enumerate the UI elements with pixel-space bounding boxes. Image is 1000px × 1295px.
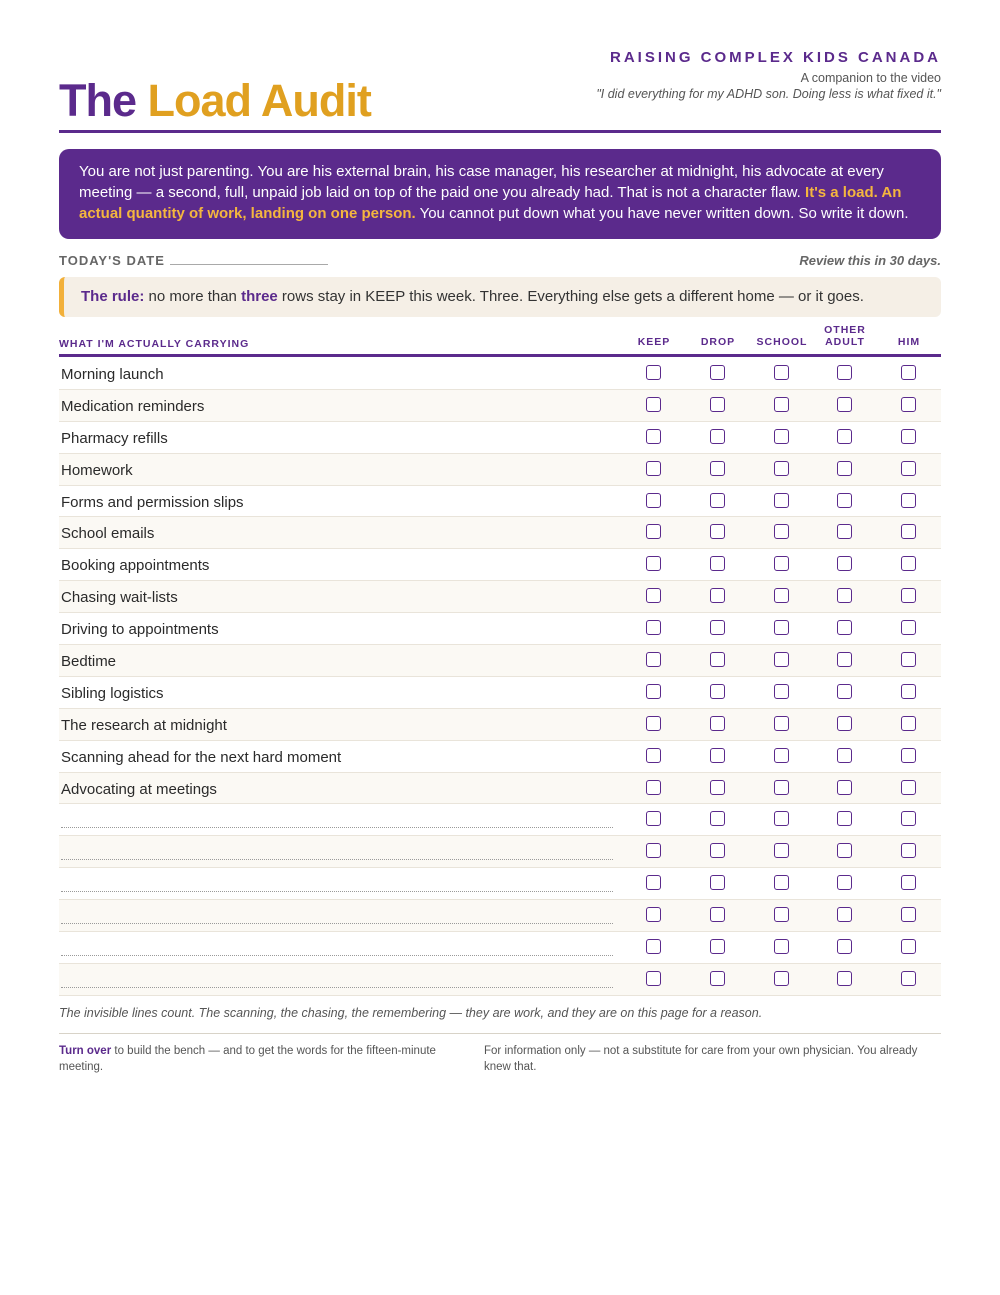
checkbox-other-adult[interactable] <box>837 684 852 699</box>
table-row <box>59 422 941 454</box>
checkbox-drop[interactable] <box>710 588 725 603</box>
checkbox-drop[interactable] <box>710 429 725 444</box>
task-label: The research at midnight <box>61 716 227 734</box>
checkbox-school[interactable] <box>774 939 789 954</box>
checkbox-drop[interactable] <box>710 524 725 539</box>
task-label: Homework <box>61 461 133 479</box>
checkbox-other-adult[interactable] <box>837 365 852 380</box>
table-row <box>59 868 941 900</box>
checkbox-school[interactable] <box>774 429 789 444</box>
table-row <box>59 804 941 836</box>
intro-text-1: You are not just parenting. You are his external brain, his case manager, his researcher at midnight, his advocate at every meeting — a second, full, unpaid job laid on top of the paid one you already had. That is not a character flaw. <box>79 163 884 201</box>
checkbox-drop[interactable] <box>710 716 725 731</box>
checkbox-keep[interactable] <box>646 843 661 858</box>
table-header <box>59 324 941 357</box>
footer-disclaimer: For information only — not a substitute for care from your own physician. You already knew that. <box>484 1045 918 1073</box>
header-divider <box>59 130 941 133</box>
checkbox-drop[interactable] <box>710 971 725 986</box>
checkbox-drop[interactable] <box>710 907 725 922</box>
checkbox-school[interactable] <box>774 620 789 635</box>
footer-left <box>59 1043 454 1075</box>
title-part1: The <box>59 75 137 126</box>
checkbox-keep[interactable] <box>646 748 661 763</box>
checkbox-drop[interactable] <box>710 939 725 954</box>
task-label: Scanning ahead for the next hard moment <box>61 748 342 766</box>
checkbox-school[interactable] <box>774 748 789 763</box>
checkbox-keep[interactable] <box>646 684 661 699</box>
table-row <box>59 677 941 709</box>
task-label: Driving to appointments <box>61 621 219 639</box>
task-column-header: WHAT I'M ACTUALLY CARRYING <box>59 338 250 350</box>
checkbox-other-adult[interactable] <box>837 429 852 444</box>
column-header-drop: DROP <box>700 336 736 348</box>
checkbox-drop[interactable] <box>710 780 725 795</box>
task-label: Morning launch <box>61 366 164 383</box>
checkbox-school[interactable] <box>774 461 789 476</box>
checkbox-keep[interactable] <box>646 397 661 412</box>
checkbox-him[interactable] <box>901 971 916 986</box>
checkbox-drop[interactable] <box>710 652 725 667</box>
checkbox-school[interactable] <box>774 588 789 603</box>
task-label: Pharmacy refills <box>61 429 168 447</box>
rule-text-1: no more than <box>144 288 242 305</box>
blank-write-line[interactable] <box>61 987 613 988</box>
checkbox-other-adult[interactable] <box>837 939 852 954</box>
video-quote: "I did everything for my ADHD son. Doing less is what fixed it." <box>596 87 941 101</box>
checkbox-other-adult[interactable] <box>837 556 852 571</box>
checkbox-keep[interactable] <box>646 429 661 444</box>
checkbox-other-adult[interactable] <box>837 780 852 795</box>
blank-write-line[interactable] <box>61 859 613 860</box>
checkbox-other-adult[interactable] <box>837 461 852 476</box>
checkbox-him[interactable] <box>901 652 916 667</box>
date-label: TODAY'S DATE <box>59 253 165 268</box>
checkbox-keep[interactable] <box>646 588 661 603</box>
checkbox-other-adult[interactable] <box>837 652 852 667</box>
checkbox-school[interactable] <box>774 716 789 731</box>
checkbox-him[interactable] <box>901 780 916 795</box>
checkbox-him[interactable] <box>901 397 916 412</box>
checkbox-drop[interactable] <box>710 811 725 826</box>
table-row <box>59 549 941 581</box>
checkbox-other-adult[interactable] <box>837 716 852 731</box>
checkbox-other-adult[interactable] <box>837 811 852 826</box>
checkbox-keep[interactable] <box>646 620 661 635</box>
checkbox-keep[interactable] <box>646 875 661 890</box>
table-row <box>59 773 941 805</box>
checkbox-keep[interactable] <box>646 907 661 922</box>
intro-box <box>59 149 941 239</box>
checkbox-drop[interactable] <box>710 843 725 858</box>
table-row <box>59 932 941 964</box>
task-label: Sibling logistics <box>61 684 164 702</box>
table-row <box>59 836 941 868</box>
task-label: Forms and permission slips <box>61 493 244 511</box>
checkbox-drop[interactable] <box>710 397 725 412</box>
checkbox-drop[interactable] <box>710 556 725 571</box>
task-label: Booking appointments <box>61 557 210 575</box>
checkbox-him[interactable] <box>901 684 916 699</box>
table-row <box>59 741 941 773</box>
column-header-other-adult: OTHER ADULT <box>824 324 866 348</box>
checkbox-other-adult[interactable] <box>837 748 852 763</box>
rule-text-2: rows stay in KEEP this week. Three. Everything else gets a different home — or it goes. <box>277 288 864 305</box>
checkbox-other-adult[interactable] <box>837 493 852 508</box>
checkbox-him[interactable] <box>901 556 916 571</box>
blank-write-line[interactable] <box>61 923 613 924</box>
checkbox-him[interactable] <box>901 939 916 954</box>
checkbox-school[interactable] <box>774 811 789 826</box>
review-note: Review this in 30 days. <box>799 253 941 268</box>
checkbox-keep[interactable] <box>646 461 661 476</box>
checkbox-him[interactable] <box>901 588 916 603</box>
checkbox-drop[interactable] <box>710 875 725 890</box>
checkbox-school[interactable] <box>774 652 789 667</box>
task-label: Bedtime <box>61 653 117 671</box>
checkbox-school[interactable] <box>774 684 789 699</box>
brand-subtitle: A companion to the video <box>800 71 941 85</box>
checkbox-other-adult[interactable] <box>837 843 852 858</box>
checkbox-him[interactable] <box>901 493 916 508</box>
checkbox-school[interactable] <box>774 493 789 508</box>
brand-header <box>521 49 941 103</box>
blank-write-line[interactable] <box>61 891 613 892</box>
checkbox-keep[interactable] <box>646 493 661 508</box>
checkbox-drop[interactable] <box>710 365 725 380</box>
table-row <box>59 613 941 645</box>
checkbox-him[interactable] <box>901 875 916 890</box>
checkbox-school[interactable] <box>774 780 789 795</box>
checkbox-school[interactable] <box>774 556 789 571</box>
intro-text-2: You cannot put down what you have never written down. So write it down. <box>415 205 909 222</box>
table-row <box>59 358 941 390</box>
checkbox-school[interactable] <box>774 365 789 380</box>
footer-divider <box>59 1033 941 1034</box>
checkbox-other-adult[interactable] <box>837 907 852 922</box>
checkbox-keep[interactable] <box>646 939 661 954</box>
checkbox-school[interactable] <box>774 843 789 858</box>
checkbox-him[interactable] <box>901 461 916 476</box>
checkbox-other-adult[interactable] <box>837 620 852 635</box>
checkbox-keep[interactable] <box>646 652 661 667</box>
task-table-body <box>59 358 941 996</box>
checkbox-school[interactable] <box>774 971 789 986</box>
column-header-keep: KEEP <box>637 336 671 348</box>
checkbox-school[interactable] <box>774 524 789 539</box>
checkbox-school[interactable] <box>774 907 789 922</box>
table-row <box>59 486 941 518</box>
task-label: School emails <box>61 525 155 543</box>
table-row <box>59 709 941 741</box>
checkbox-other-adult[interactable] <box>837 971 852 986</box>
checkbox-keep[interactable] <box>646 971 661 986</box>
blank-write-line[interactable] <box>61 955 613 956</box>
checkbox-keep[interactable] <box>646 716 661 731</box>
table-row <box>59 964 941 996</box>
checkbox-drop[interactable] <box>710 620 725 635</box>
checkbox-him[interactable] <box>901 748 916 763</box>
checkbox-other-adult[interactable] <box>837 397 852 412</box>
table-row <box>59 454 941 486</box>
checkbox-other-adult[interactable] <box>837 875 852 890</box>
checkbox-him[interactable] <box>901 811 916 826</box>
table-row <box>59 645 941 677</box>
task-label: Advocating at meetings <box>61 780 217 798</box>
footer-left-text: to build the bench — and to get the words for the fifteen-minute meeting. <box>59 1045 436 1073</box>
task-label: Chasing wait-lists <box>61 589 178 607</box>
title-part2: Load Audit <box>147 75 371 126</box>
page-title <box>59 76 371 126</box>
checkbox-drop[interactable] <box>710 493 725 508</box>
table-row <box>59 517 941 549</box>
checkbox-drop[interactable] <box>710 684 725 699</box>
checkbox-keep[interactable] <box>646 780 661 795</box>
checkbox-other-adult[interactable] <box>837 524 852 539</box>
checkbox-keep[interactable] <box>646 365 661 380</box>
column-header-school: SCHOOL <box>756 336 808 348</box>
blank-write-line[interactable] <box>61 827 613 828</box>
rule-emphasis: three <box>241 288 278 305</box>
checkbox-keep[interactable] <box>646 556 661 571</box>
checkbox-school[interactable] <box>774 875 789 890</box>
checkbox-him[interactable] <box>901 716 916 731</box>
intro-highlight: It's a load. An actual quantity of work, landing on one person. <box>79 184 902 222</box>
checkbox-him[interactable] <box>901 907 916 922</box>
rule-box <box>59 277 941 317</box>
turn-over-label: Turn over <box>59 1045 112 1057</box>
checkbox-him[interactable] <box>901 365 916 380</box>
checkbox-drop[interactable] <box>710 748 725 763</box>
table-row <box>59 390 941 422</box>
checkbox-drop[interactable] <box>710 461 725 476</box>
column-header-him: HIM <box>897 336 921 348</box>
table-row <box>59 900 941 932</box>
checkbox-him[interactable] <box>901 524 916 539</box>
checkbox-him[interactable] <box>901 620 916 635</box>
date-write-line[interactable] <box>170 264 328 265</box>
checkbox-school[interactable] <box>774 397 789 412</box>
checkbox-keep[interactable] <box>646 811 661 826</box>
task-label: Medication reminders <box>61 397 205 415</box>
checkbox-keep[interactable] <box>646 524 661 539</box>
checkbox-other-adult[interactable] <box>837 588 852 603</box>
table-row <box>59 581 941 613</box>
brand-name: RAISING COMPLEX KIDS CANADA <box>609 49 941 66</box>
rule-label: The rule: <box>81 288 145 305</box>
checkbox-him[interactable] <box>901 429 916 444</box>
checkbox-him[interactable] <box>901 843 916 858</box>
footnote: The invisible lines count. The scanning, the chasing, the remembering — they are work, and they are on this page for a reason. <box>59 1006 763 1020</box>
